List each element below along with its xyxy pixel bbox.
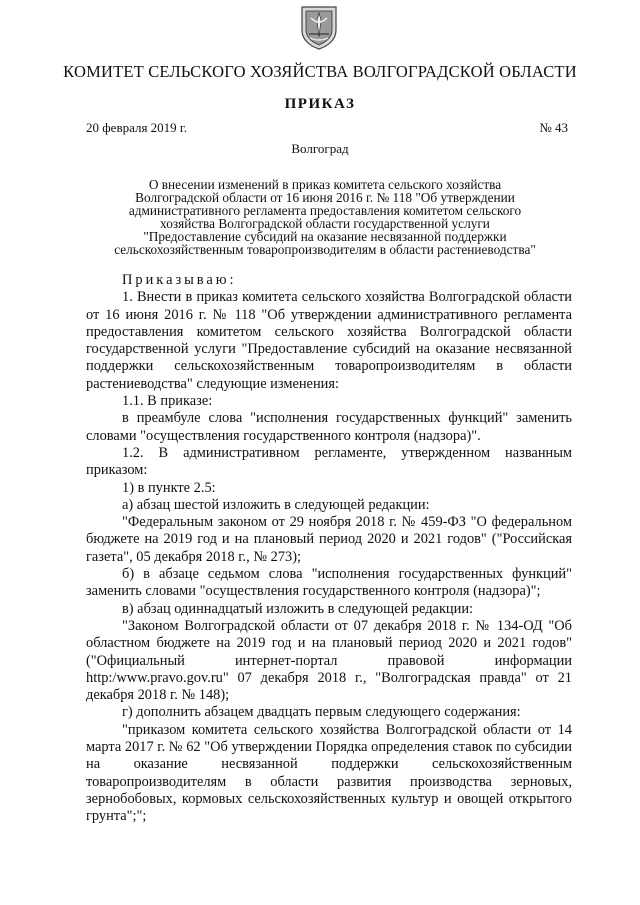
subject-line: Волгоградской области от 16 июня 2016 г. № 118 "Об утверждении: [135, 190, 515, 205]
paragraph: в преамбуле слова "исполнения государственных функций" заменить словами "осуществления государственного контроля (надзора)".: [86, 410, 572, 444]
paragraph: "приказом комитета сельского хозяйства Волгоградской области от 14 марта 2017 г. № 62 "Об утверждении Порядка определения ставок по субсидии на оказание несвязанной поддержки сельскохозяйственным товаропроизводителям в области развития производства зерновых, зернобобовых, кормовых сельскохозяйственных культур и овощей открытого грунта";";: [86, 721, 572, 825]
paragraph: "Федеральным законом от 29 ноября 2018 г. № 459-ФЗ "О федеральном бюджете на 2019 год и на плановый период 2020 и 2021 годов" ("Российская газета", 05 декабря 2018 г., № 273);: [86, 514, 572, 565]
subject-line: хозяйства Волгоградской области государственной услуги: [160, 216, 490, 231]
paragraph: в) абзац одиннадцатый изложить в следующей редакции:: [122, 600, 474, 617]
paragraph: г) дополнить абзацем двадцать первым следующего содержания:: [122, 704, 521, 721]
document-body: [86, 272, 572, 826]
document-number: № 43: [539, 120, 568, 135]
coat-of-arms-emblem: [298, 4, 340, 50]
paragraph: б) в абзаце седьмом слова "исполнения государственных функций" заменить словами "осуществления государственного контроля (надзора)";: [86, 566, 572, 600]
paragraph: 1.1. В приказе:: [122, 393, 213, 410]
organization-name: КОМИТЕТ СЕЛЬСКОГО ХОЗЯЙСТВА ВОЛГОГРАДСКОЙ ОБЛАСТИ: [63, 62, 577, 81]
order-word: Приказываю:: [122, 272, 237, 288]
subject-line: административного регламента предоставления комитетом сельского: [128, 203, 522, 218]
document-city: Волгоград: [291, 141, 349, 156]
paragraph: "Законом Волгоградской области от 07 декабря 2018 г. № 134-ОД "Об областном бюджете на 2019 год и на плановый период 2020 и 2021 годов" ("Официальный интернет-портал правовой информации http:/www.pravo.gov.ru" 07 декабря 2018 г., "Волгоградская правда" от 21 декабря 2018 г. № 148);: [86, 617, 572, 704]
paragraph: а) абзац шестой изложить в следующей редакции:: [122, 496, 430, 513]
subject-line: сельскохозяйственным товаропроизводителям в области растениеводства": [114, 242, 536, 257]
paragraph: 1. Внести в приказ комитета сельского хозяйства Волгоградской области от 16 июня 2016 г. № 118 "Об утверждении административного регламента предоставления комитетом сельского хозяйства Волгоградской области государственной услуги "Предоставление субсидий на оказание несвязанной поддержки сельскохозяйственным товаропроизводителям в области растениеводства" следующие изменения:: [86, 289, 572, 392]
paragraph: 1) в пункте 2.5:: [122, 479, 216, 496]
subject-line: "Предоставление субсидий на оказание несвязанной поддержки: [143, 229, 507, 244]
paragraph: 1.2. В административном регламенте, утвержденном названным приказом:: [86, 444, 572, 479]
document-subject: [95, 178, 555, 256]
subject-line: О внесении изменений в приказ комитета сельского хозяйства: [148, 177, 502, 192]
document-date: 20 февраля 2019 г.: [86, 120, 188, 135]
document-type: ПРИКАЗ: [284, 96, 356, 112]
